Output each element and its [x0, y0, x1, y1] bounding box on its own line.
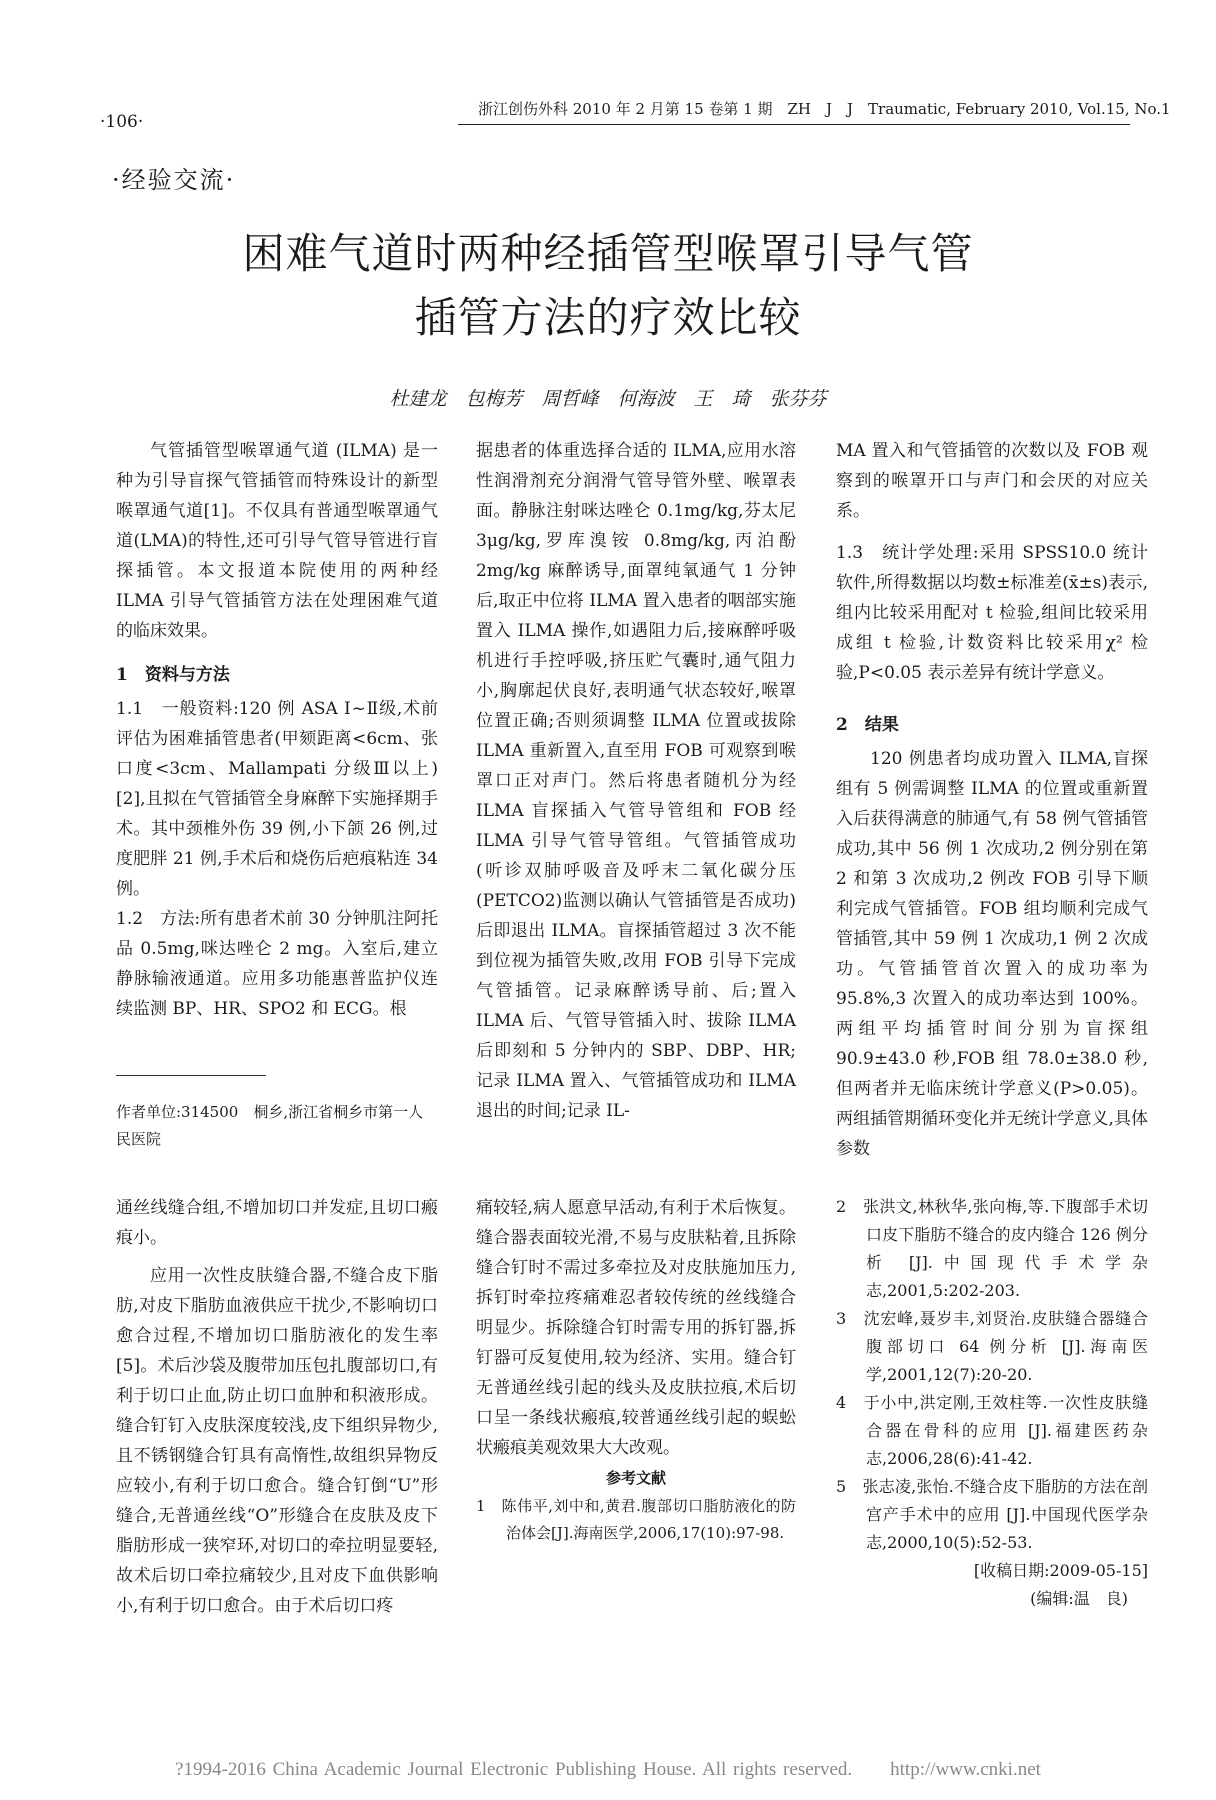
prev-article-column-2 — [476, 1193, 796, 1547]
journal-header: 浙江创伤外科 2010 年 2 月第 15 卷第 1 期 ZH J J Traumatic, February 2010, Vol.15, No.1 — [478, 100, 1171, 118]
reference-4: 4 于小中,洪定刚,王效柱等.一次性皮肤缝合器在骨科的应用 [J].福建医药杂志,2006,28(6):41-42. — [836, 1393, 1148, 1468]
heading-results: 2 结果 — [836, 715, 899, 735]
author-list: 杜建龙 包梅芳 周哲峰 何海波 王 琦 张芬芬 — [389, 388, 827, 410]
paragraph-1-1: 1.1 一般资料:120 例 ASA Ⅰ~Ⅱ级,术前评估为困难插管患者(甲颏距离<6cm、张口度<3cm、Mallampati 分级Ⅲ以上)[2],且拟在气管插管全身麻醉下实施择期手术。其中颈椎外伤 39 例,小下颌 26 例,过度肥胖 21 例,手术后和烧伤后疤痕粘连 34 例。 — [116, 699, 438, 899]
reference-1: 1 陈伟平,刘中和,黄君.腹部切口脂肪液化的防治体会[J].海南医学,2006,17(10):97-98. — [476, 1497, 796, 1542]
editor-note: (编辑:温 良) — [1030, 1589, 1128, 1608]
title-line-1: 困难气道时两种经插管型喉罩引导气管 — [242, 229, 974, 278]
reference-2: 2 张洪文,林秋华,张向梅,等.下腹部手术切口皮下脂肪不缝合的皮内缝合 126 例分析 [J].中国现代手术学杂志,2001,5:202-203. — [836, 1197, 1148, 1300]
heading-methods: 1 资料与方法 — [116, 665, 230, 685]
page-number: ·106· — [100, 112, 144, 132]
received-date: [收稿日期:2009-05-15] — [973, 1561, 1148, 1580]
paragraph-1-2: 1.2 方法:所有患者术前 30 分钟肌注阿托品 0.5mg,咪达唑仑 2 mg。入室后,建立静脉输液通道。应用多功能惠普监护仪连续监测 BP、HR、SPO2 和 ECG。根 — [116, 909, 438, 1019]
paragraph-results: 120 例患者均成功置入 ILMA,盲探组有 5 例需调整 ILMA 的位置或重新置入后获得满意的肺通气,有 58 例气管插管成功,其中 56 例 1 次成功,2 例分别在第 2 和第 3 次成功,2 例改 FOB 引导下顺利完成气管插管。FOB 组均顺利完成气管插管,其中 59 例 1 次成功,1 例 2 次成功。气管插管首次置入的成功率为 95.8%,3 次置入的成功率达到 100%。两组平均插管时间分别为盲探组 90.9±43.0 秒,FOB 组 78.0±38.0 秒,但两者并无临床统计学意义(P>0.05)。两组插管期循环变化并无统计学意义,具体参数 — [836, 749, 1148, 1159]
paragraph-methods-end: MA 置入和气管插管的次数以及 FOB 观察到的喉罩开口与声门和会厌的对应关系。 — [836, 441, 1148, 521]
prev-paragraph-b: 应用一次性皮肤缝合器,不缝合皮下脂肪,对皮下脂肪血液供应干扰少,不影响切口愈合过程,不增加切口脂肪液化的发生率[5]。术后沙袋及腹带加压包扎腹部切口,有利于切口止血,防止切口血肿和积液形成。缝合钉钉入皮肤深度较浅,皮下组织异物少,且不锈钢缝合钉具有高惰性,故组织异物反应较小,有利于切口愈合。缝合钉倒“U”形缝合,无普通丝线“O”形缝合在皮肤及皮下脂肪形成一狭窄环,对切口的牵拉明显要轻,故术后切口牵拉痛较少,且对皮下血供影响小,有利于切口愈合。由于术后切口疼 — [116, 1266, 438, 1616]
prev-article-column-1 — [116, 1193, 438, 1621]
article-title — [0, 222, 1216, 350]
header-rule — [458, 124, 1130, 125]
column-2 — [476, 436, 796, 1126]
prev-article-column-3 — [836, 1193, 1148, 1613]
author-affiliation: 作者单位:314500 桐乡,浙江省桐乡市第一人民医院 — [116, 1103, 424, 1148]
references-heading: 参考文献 — [605, 1469, 666, 1487]
footnote-rule — [116, 1075, 266, 1076]
title-line-2: 插管方法的疗效比较 — [414, 293, 802, 342]
prev-paragraph-c: 痛较轻,病人愿意早活动,有利于术后恢复。缝合器表面较光滑,不易与皮肤粘着,且拆除缝合钉时不需过多牵拉及对皮肤施加压力,拆钉时牵拉疼痛难忍者较传统的丝线缝合明显少。拆除缝合钉时需专用的拆钉器,拆钉器可反复使用,较为经济、实用。缝合钉无普通丝线引起的线头及皮肤拉痕,术后切口呈一条线状瘢痕,较普通丝线引起的蜈蚣状瘢痕美观效果大大改观。 — [476, 1198, 796, 1458]
reference-5: 5 张志凌,张怡.不缝合皮下脂肪的方法在剖宫产手术中的应用 [J].中国现代医学杂志,2000,10(5):52-53. — [836, 1477, 1148, 1552]
section-label: ·经验交流· — [112, 166, 236, 194]
paragraph-1-3: 1.3 统计学处理:采用 SPSS10.0 统计软件,所得数据以均数±标准差(x̄±s)表示,组内比较采用配对 t 检验,组间比较采用成组 t 检验,计数资料比较采用χ² 检验,P<0.05 表示差异有统计学意义。 — [836, 543, 1148, 683]
paragraph-methods-cont: 据患者的体重选择合适的 ILMA,应用水溶性润滑剂充分润滑气管导管外壁、喉罩表面。静脉注射咪达唑仑 0.1mg/kg,芬太尼 3μg/kg,罗库溴铵 0.8mg/kg,丙泊酚 2mg/kg 麻醉诱导,面罩纯氧通气 1 分钟后,取正中位将 ILMA 置入患者的咽部实施置入 ILMA 操作,如遇阻力后,接麻醉呼吸机进行手控呼吸,挤压贮气囊时,通气阻力小,胸廓起伏良好,表明通气状态较好,喉罩位置正确;否则须调整 ILMA 位置或拔除 ILMA 重新置入,直至用 FOB 可观察到喉罩口正对声门。然后将患者随机分为经 ILMA 盲探插入气管导管组和 FOB 经 ILMA 引导气管导管组。气管插管成功 (听诊双肺呼吸音及呼末二氧化碳分压(PETCO2)监测以确认气管插管是否成功)后即退出 ILMA。盲探插管超过 3 次不能到位视为插管失败,改用 FOB 引导下完成气管插管。记录麻醉诱导前、后;置入 ILMA 后、气管导管插入时、拔除 ILMA 后即刻和 5 分钟内的 SBP、DBP、HR;记录 ILMA 置入、气管插管成功和 ILMA 退出的时间;记录 IL- — [476, 441, 796, 1121]
column-3 — [836, 436, 1148, 1164]
prev-paragraph-a: 通丝线缝合组,不增加切口并发症,且切口瘢痕小。 — [116, 1198, 438, 1248]
copyright-footer: ?1994-2016 China Academic Journal Electronic Publishing House. All rights reserved. http://www.cnki.net — [175, 1759, 1041, 1780]
reference-3: 3 沈宏峰,聂岁丰,刘贤治.皮肤缝合器缝合腹部切口 64 例分析 [J].海南医学,2001,12(7):20-20. — [836, 1309, 1148, 1384]
column-1 — [116, 436, 438, 1024]
intro-paragraph: 气管插管型喉罩通气道 (ILMA) 是一种为引导盲探气管插管而特殊设计的新型喉罩通气道[1]。不仅具有普通型喉罩通气道(LMA)的特性,还可引导气管导管进行盲探插管。本文报道本院使用的两种经 ILMA 引导气管插管方法在处理困难气道的临床效果。 — [116, 441, 438, 641]
